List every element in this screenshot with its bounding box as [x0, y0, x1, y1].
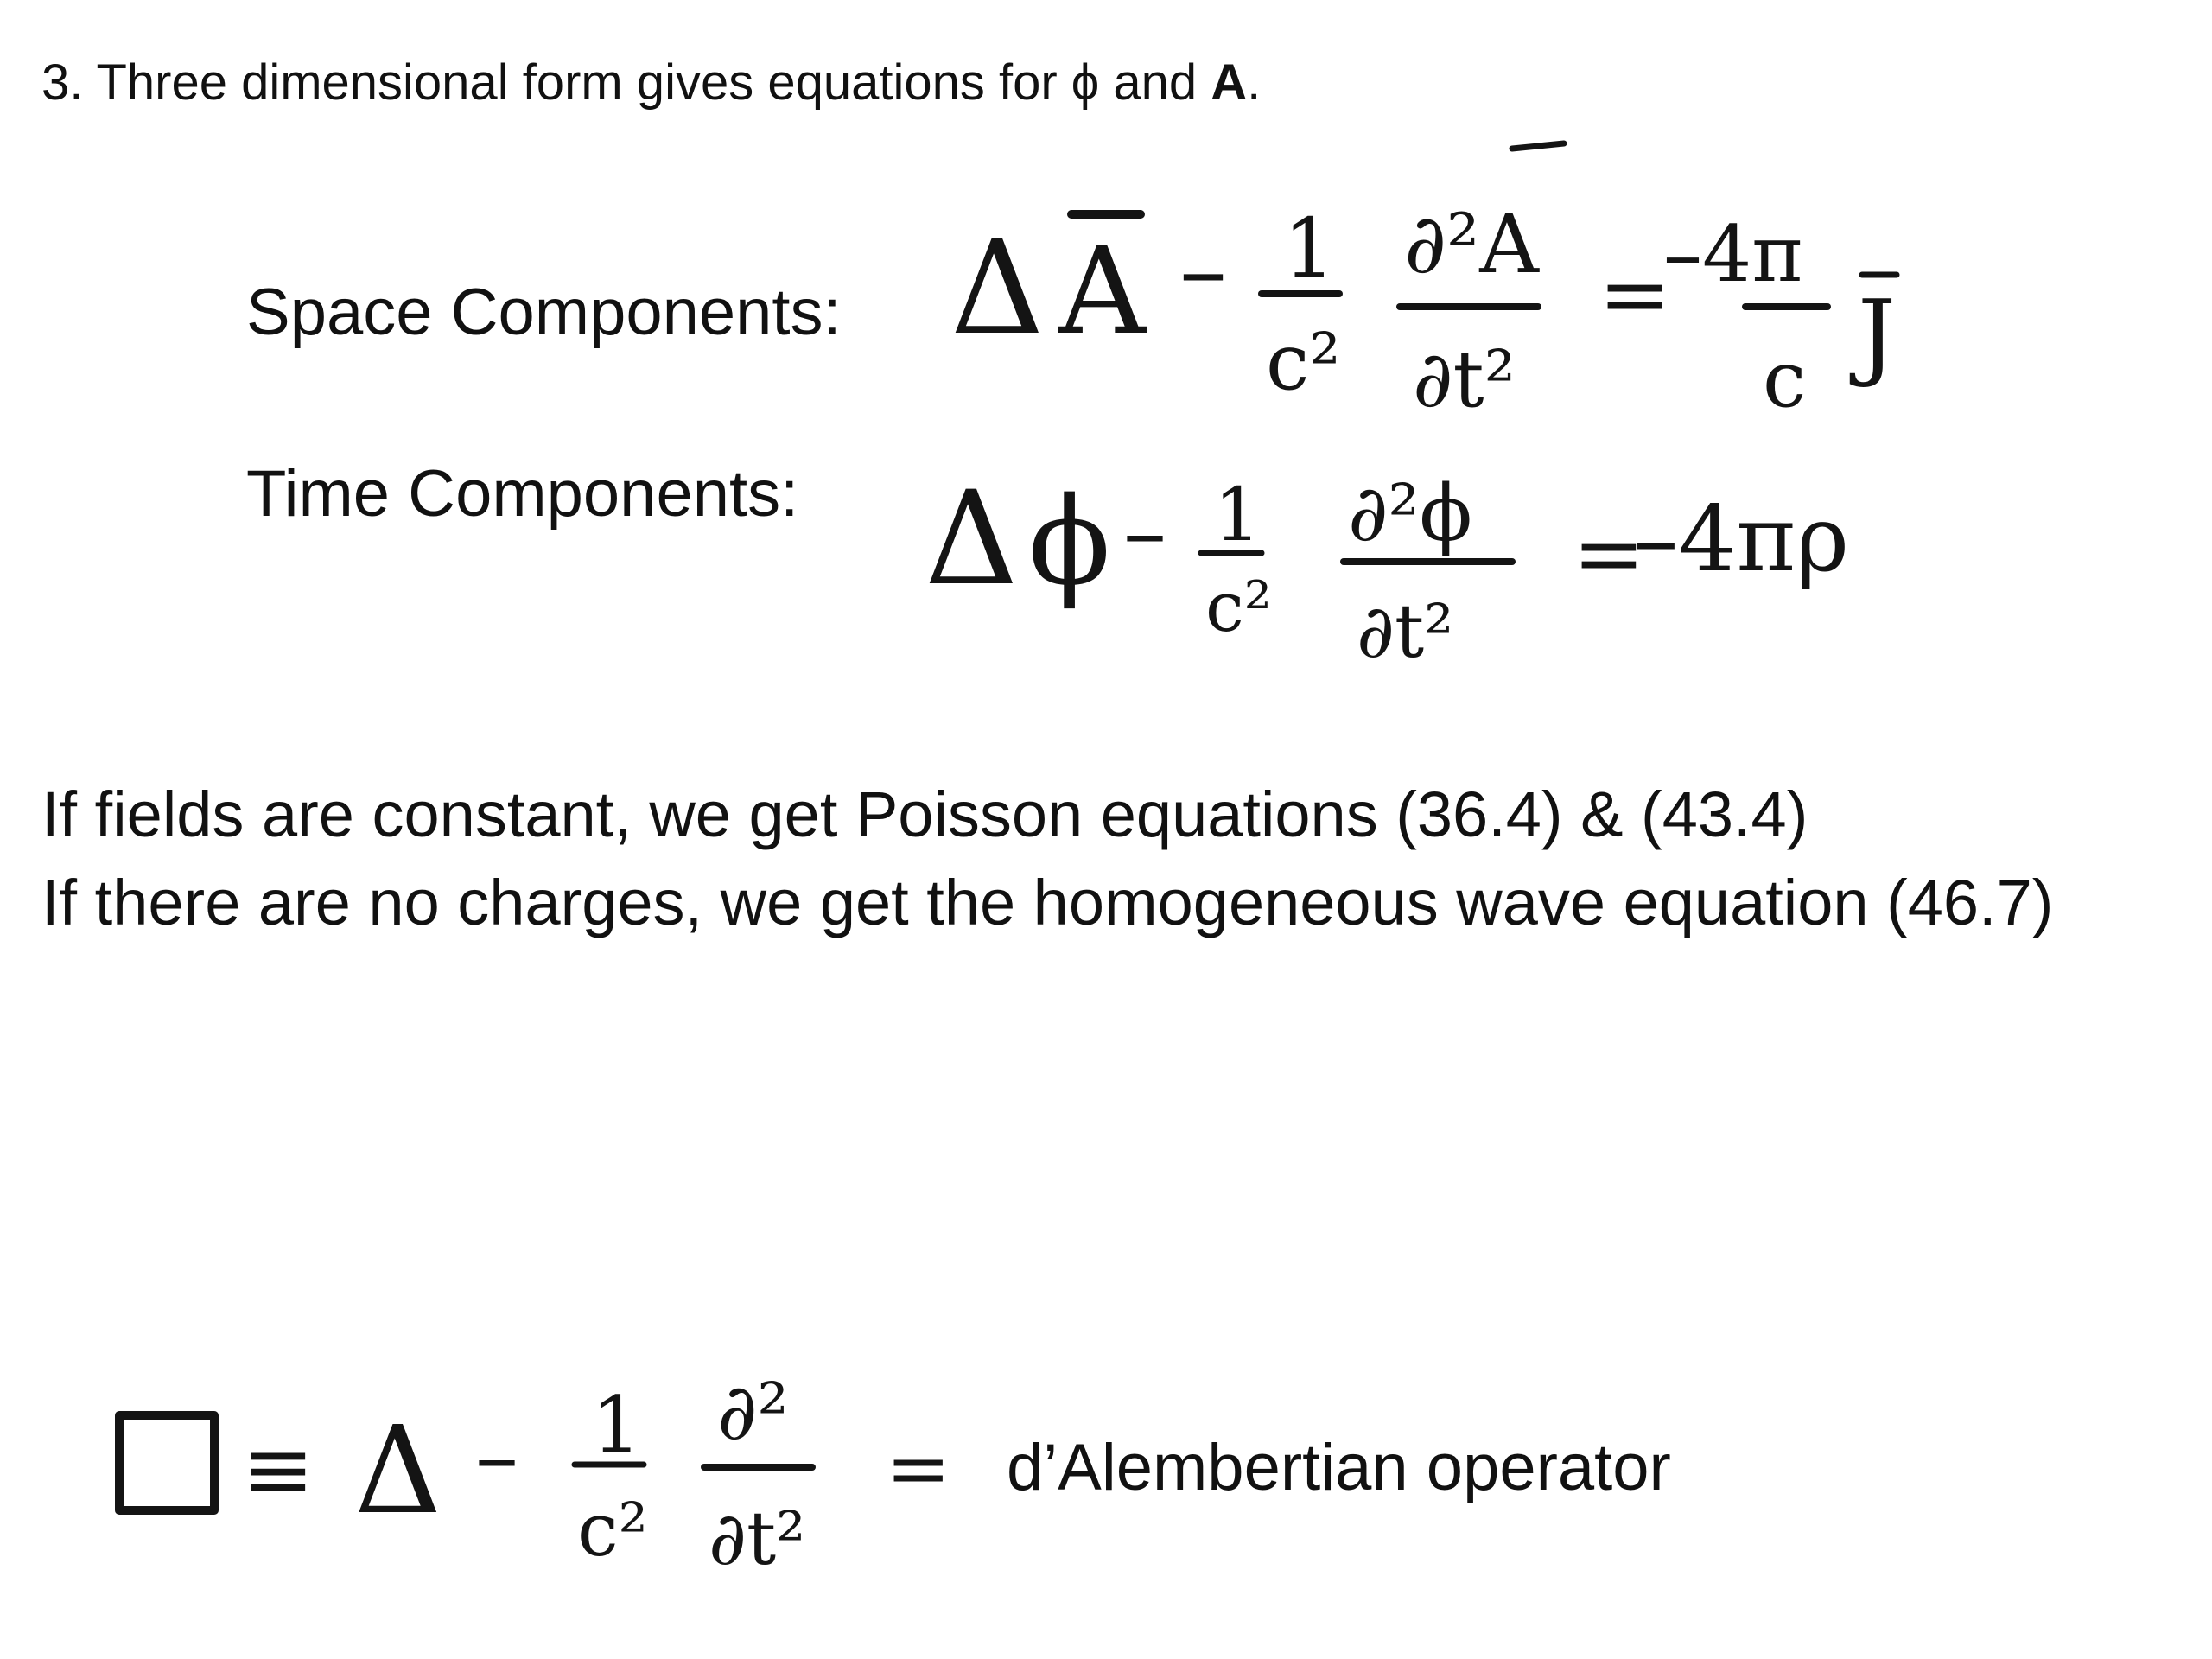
- time-eq-coef-den: c²: [1205, 567, 1272, 647]
- heading-bold-a: A: [1211, 54, 1248, 111]
- space-eq-rhs-field: J: [1858, 279, 1897, 390]
- time-equation: [916, 458, 1936, 734]
- time-eq-coef-num: 1: [1214, 473, 1262, 558]
- dalembertian-operator-label: d’Alembertian operator: [1007, 1431, 1671, 1504]
- space-equation: [933, 130, 1936, 441]
- space-eq-coef-num: 1: [1283, 201, 1336, 296]
- space-eq-coef-den: c²: [1266, 317, 1341, 408]
- time-eq-minus: –: [1123, 481, 1166, 582]
- heading-phi: ϕ: [1071, 54, 1100, 111]
- space-components-label: Space Components:: [246, 276, 842, 349]
- heading-suffix: .: [1247, 54, 1262, 111]
- space-eq-rhs-num: –4π: [1663, 209, 1803, 300]
- dalembertian-equation: [104, 1348, 968, 1590]
- space-eq-vector-bar-2: [1512, 143, 1564, 149]
- dalembertian-equals: =: [886, 1423, 951, 1514]
- dalembertian-delta: Δ: [354, 1401, 442, 1541]
- time-eq-deriv-den: ∂t²: [1357, 589, 1454, 675]
- dalembertian-deriv-den: ∂t²: [709, 1497, 806, 1582]
- constant-fields-note: If fields are constant, we get Poisson equations (36.4) & (43.4): [41, 779, 1808, 850]
- time-eq-delta: Δ: [925, 464, 1019, 614]
- space-eq-deriv-den: ∂t²: [1413, 334, 1516, 425]
- no-charges-note: If there are no charges, we get the homogeneous wave equation (46.7): [41, 867, 2054, 938]
- time-eq-rhs: –4πρ: [1633, 486, 1850, 592]
- time-eq-deriv-num: ∂²ϕ: [1348, 468, 1472, 559]
- slide-heading: [41, 54, 1261, 111]
- time-eq-equals: =: [1573, 503, 1645, 604]
- time-eq-field-phi: ϕ: [1028, 472, 1111, 613]
- space-eq-deriv-num: ∂²A: [1404, 197, 1539, 292]
- dalembertian-deriv-num: ∂²: [717, 1367, 789, 1458]
- space-eq-equals: =: [1599, 244, 1671, 345]
- dalembertian-minus: –: [475, 1406, 518, 1507]
- space-eq-delta: Δ: [950, 213, 1045, 364]
- dalembertian-equiv: ≡: [242, 1419, 315, 1520]
- space-eq-field-a: A: [1058, 221, 1147, 362]
- time-components-label: Time Components:: [246, 457, 799, 531]
- heading-prefix: 3. Three dimensional form gives equations for: [41, 54, 1071, 111]
- space-eq-minus: –: [1179, 214, 1227, 325]
- heading-middle: and: [1099, 54, 1211, 111]
- space-eq-rhs-den: c: [1763, 334, 1807, 425]
- dalembertian-coef-den: c²: [577, 1488, 648, 1573]
- dalembertian-box-icon: [119, 1415, 214, 1510]
- dalembertian-coef-num: 1: [592, 1380, 642, 1471]
